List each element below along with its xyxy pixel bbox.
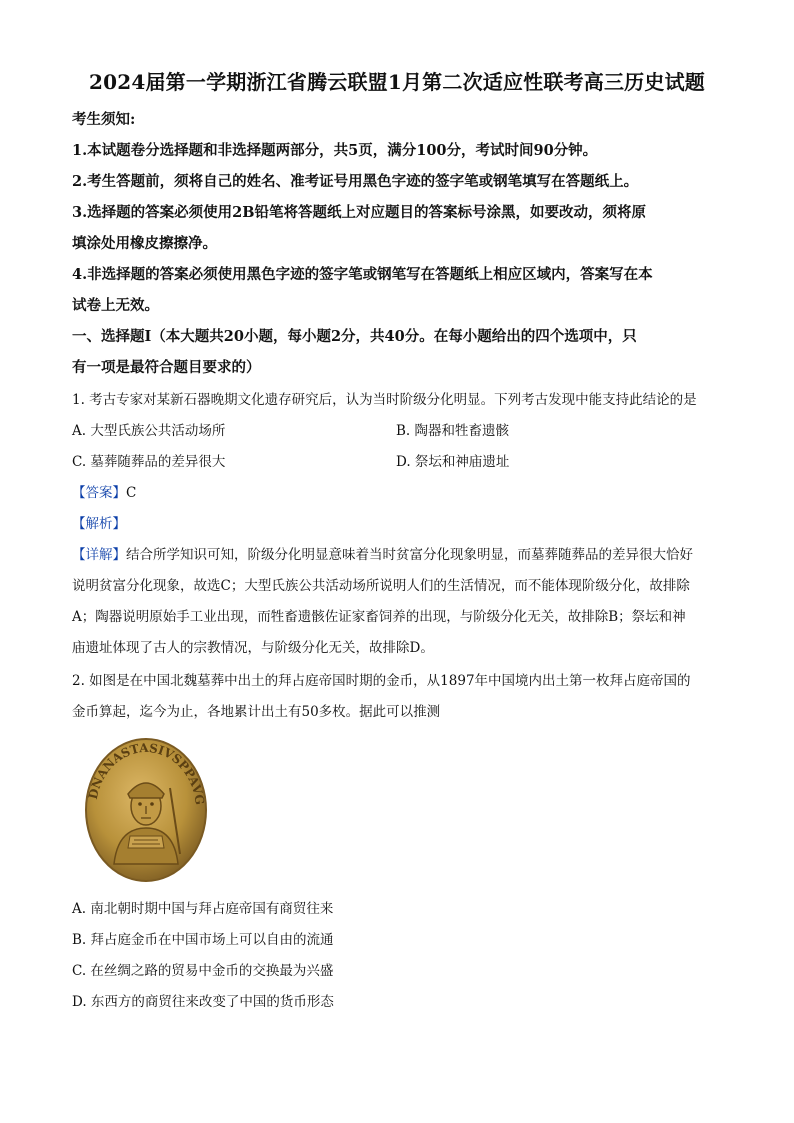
q1-detail-line: A；陶器说明原始手工业出现，而牲畜遗骸佐证家畜饲养的出现，与阶级分化无关，故排除B；祭坛和神 [72, 609, 686, 625]
section-heading-cont: 有一项是最符合题目要求的） [72, 359, 261, 376]
page-title: 2024届第一学期浙江省腾云联盟1月第二次适应性联考高三历史试题 [89, 70, 705, 94]
question-2-stem: 2. 如图是在中国北魏墓葬中出土的拜占庭帝国时期的金币，从1897年中国境内出土第一枚拜占庭帝国的 [72, 673, 691, 689]
byzantine-coin-image [84, 736, 208, 884]
q2-option-b: B. 拜占庭金币在中国市场上可以自由的流通 [72, 932, 334, 948]
answer-value: C [126, 485, 137, 501]
q1-option-b: B. 陶器和牲畜遗骸 [396, 423, 510, 439]
question-1-stem: 1. 考古专家对某新石器晚期文化遗存研究后，认为当时阶级分化明显。下列考古发现中能支持此结论的是 [72, 392, 697, 408]
q1-option-a: A. 大型氏族公共活动场所 [72, 423, 226, 439]
q2-option-a: A. 南北朝时期中国与拜占庭帝国有商贸往来 [72, 901, 334, 917]
q1-detail-line: 说明贫富分化现象，故选C；大型氏族公共活动场所说明人们的生活情况，而不能体现阶级分化，故排除 [72, 578, 690, 594]
notice-item: 3.选择题的答案必须使用2B铅笔将答题纸上对应题目的答案标号涂黑，如要改动，须将原 [72, 204, 646, 221]
q1-detail-line: 庙遗址体现了古人的宗教情况，与阶级分化无关，故排除D。 [72, 640, 434, 656]
question-2-stem-cont: 金币算起，迄今为止，各地累计出土有50多枚。据此可以推测 [72, 704, 441, 720]
notice-item: 2.考生答题前，须将自己的姓名、准考证号用黑色字迹的签字笔或钢笔填写在答题纸上。 [72, 173, 639, 190]
q2-option-c: C. 在丝绸之路的贸易中金币的交换最为兴盛 [72, 963, 334, 979]
notice-item: 试卷上无效。 [72, 297, 159, 314]
q1-option-c: C. 墓葬随葬品的差异很大 [72, 454, 226, 470]
coin-inscription: DNANASTASIVSPPAVG [85, 740, 207, 806]
notice-item: 填涂处用橡皮擦擦净。 [72, 235, 217, 252]
detail-text: 结合所学知识可知，阶级分化明显意味着当时贫富分化现象明显，而墓葬随葬品的差异很大恰好 [126, 547, 693, 563]
q1-detail-line [72, 545, 693, 565]
analysis-tag: 【解析】 [72, 516, 126, 532]
q1-answer-line [72, 483, 136, 503]
answer-tag: 【答案】 [72, 485, 126, 501]
q1-option-d: D. 祭坛和神庙遗址 [396, 454, 510, 470]
detail-tag: 【详解】 [72, 547, 126, 563]
notice-heading: 考生须知: [72, 111, 136, 128]
section-heading: 一、选择题Ⅰ（本大题共20小题，每小题2分，共40分。在每小题给出的四个选项中，只 [72, 328, 637, 345]
coin-illustration [84, 736, 208, 884]
q2-option-d: D. 东西方的商贸往来改变了中国的货币形态 [72, 994, 334, 1010]
notice-item: 4.非选择题的答案必须使用黑色字迹的签字笔或钢笔写在答题纸上相应区域内，答案写在本 [72, 266, 653, 283]
notice-item: 1.本试题卷分选择题和非选择题两部分，共5页，满分100分，考试时间90分钟。 [72, 142, 598, 159]
